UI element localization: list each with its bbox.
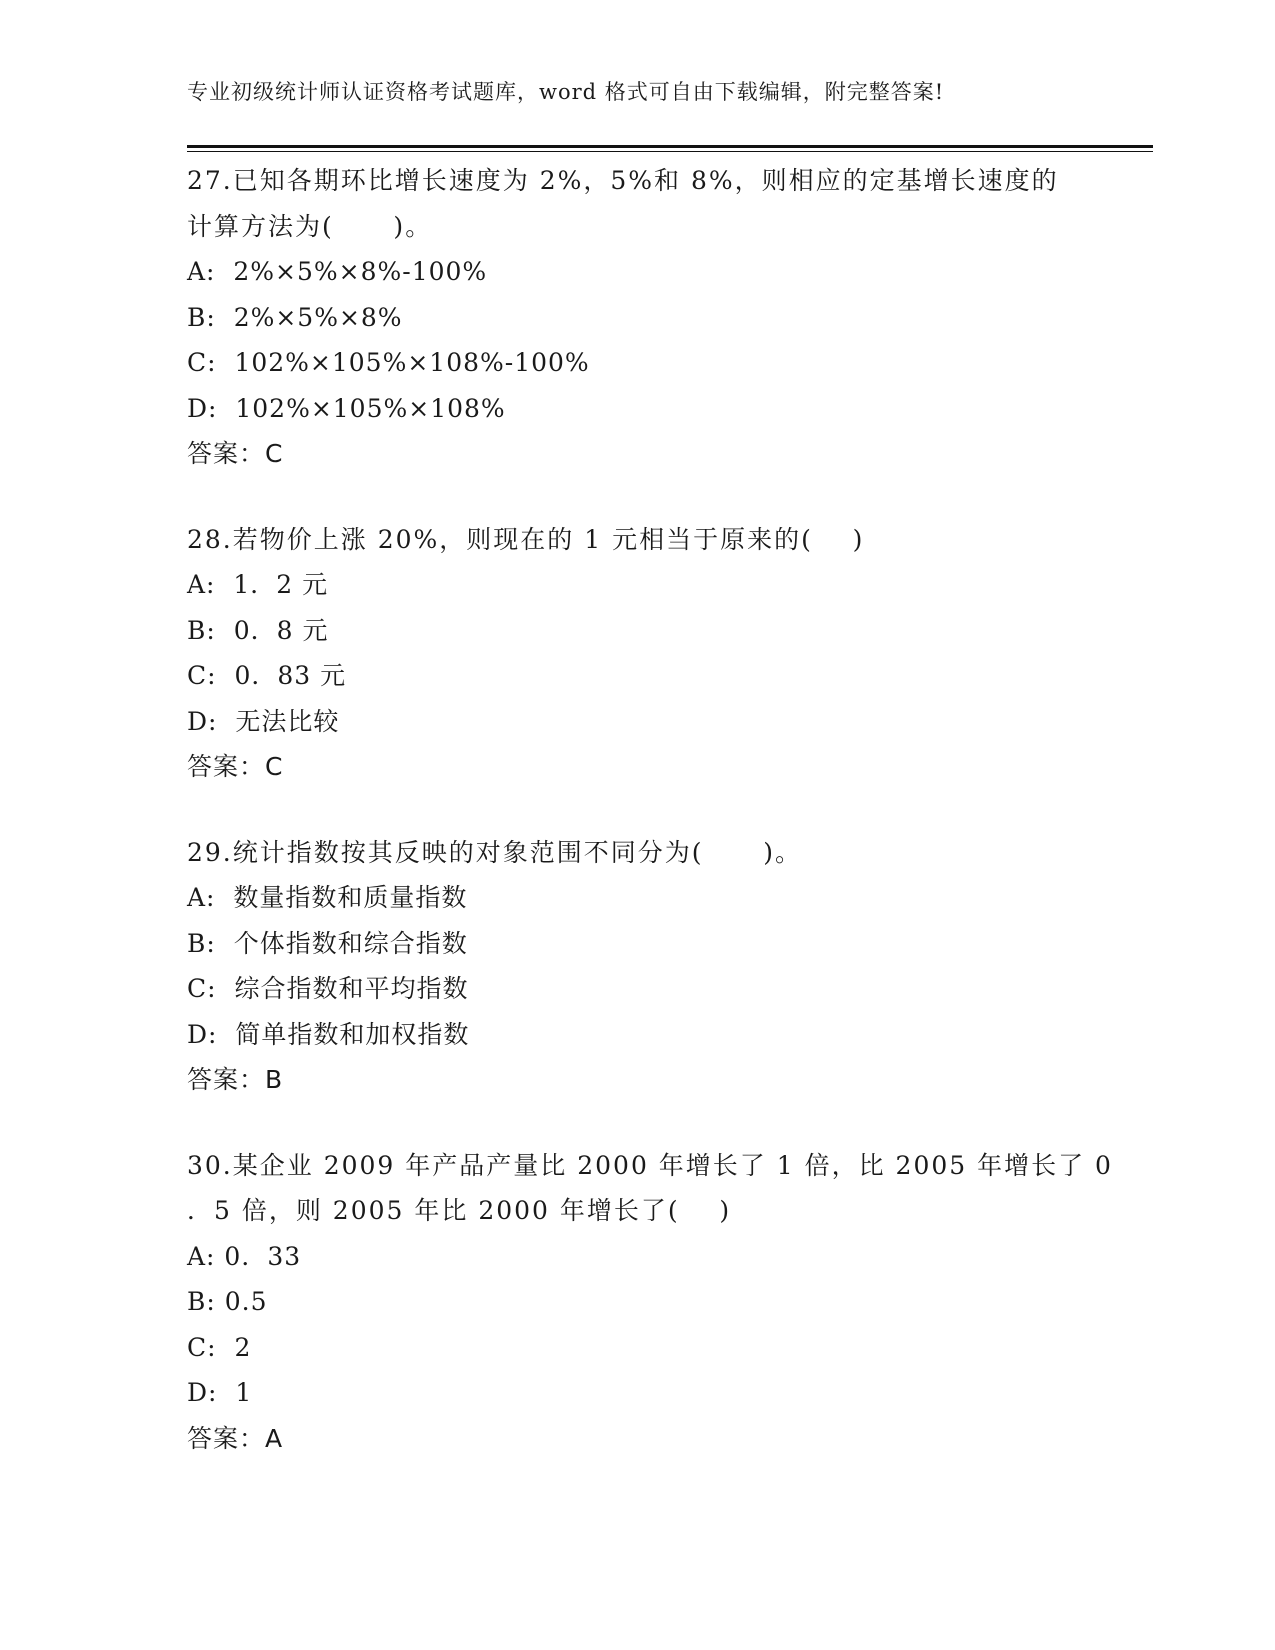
option-a: A: 2%×5%×8%-100%	[187, 257, 488, 286]
answer-label: 答案：C	[187, 439, 284, 468]
option-c: C: 2	[187, 1332, 252, 1362]
question-27	[187, 158, 1087, 477]
option-c: C: 综合指数和平均指数	[187, 974, 469, 1003]
option-d: D: 简单指数和加权指数	[187, 1019, 470, 1049]
question-29	[187, 830, 1087, 1103]
question-text-line: 29.统计指数按其反映的对象范围不同分为( )。	[187, 837, 802, 867]
option-b: B: 0.5	[187, 1287, 268, 1316]
question-text-line: ．5 倍，则 2005 年比 2000 年增长了( )	[187, 1196, 732, 1225]
option-b: B: 个体指数和综合指数	[187, 928, 468, 958]
question-text-line: 28.若物价上涨 20%，则现在的 1 元相当于原来的( )	[187, 524, 865, 554]
question-28	[187, 517, 1087, 790]
question-text-line: 27.已知各期环比增长速度为 2%，5%和 8%，则相应的定基增长速度的	[187, 166, 1059, 195]
option-b: B: 2%×5%×8%	[187, 302, 403, 332]
answer-label: 答案：B	[187, 1065, 284, 1094]
option-a: A: 数量指数和质量指数	[187, 883, 468, 912]
answer-label: 答案：C	[187, 752, 284, 781]
option-c: C: 102%×105%×108%-100%	[187, 348, 590, 377]
option-a: A: 0．33	[187, 1241, 302, 1271]
option-d: D: 1	[187, 1378, 253, 1407]
option-c: C: 0．83 元	[187, 661, 347, 690]
document-header: 专业初级统计师认证资格考试题库，word 格式可自由下载编辑，附完整答案!	[187, 80, 945, 104]
question-30	[187, 1143, 1113, 1462]
question-list	[187, 158, 1113, 1501]
header-rule-thick	[187, 145, 1153, 148]
answer-label: 答案：A	[187, 1423, 284, 1453]
option-d: D: 102%×105%×108%	[187, 393, 506, 423]
question-text-line: 30.某企业 2009 年产品产量比 2000 年增长了 1 倍，比 2005 年增长了 0	[187, 1150, 1113, 1180]
option-d: D: 无法比较	[187, 706, 340, 736]
option-b: B: 0．8 元	[187, 615, 329, 645]
header-rule-thin	[187, 151, 1153, 152]
question-text-line: 计算方法为( )。	[187, 211, 433, 241]
option-a: A: 1．2 元	[187, 570, 329, 599]
